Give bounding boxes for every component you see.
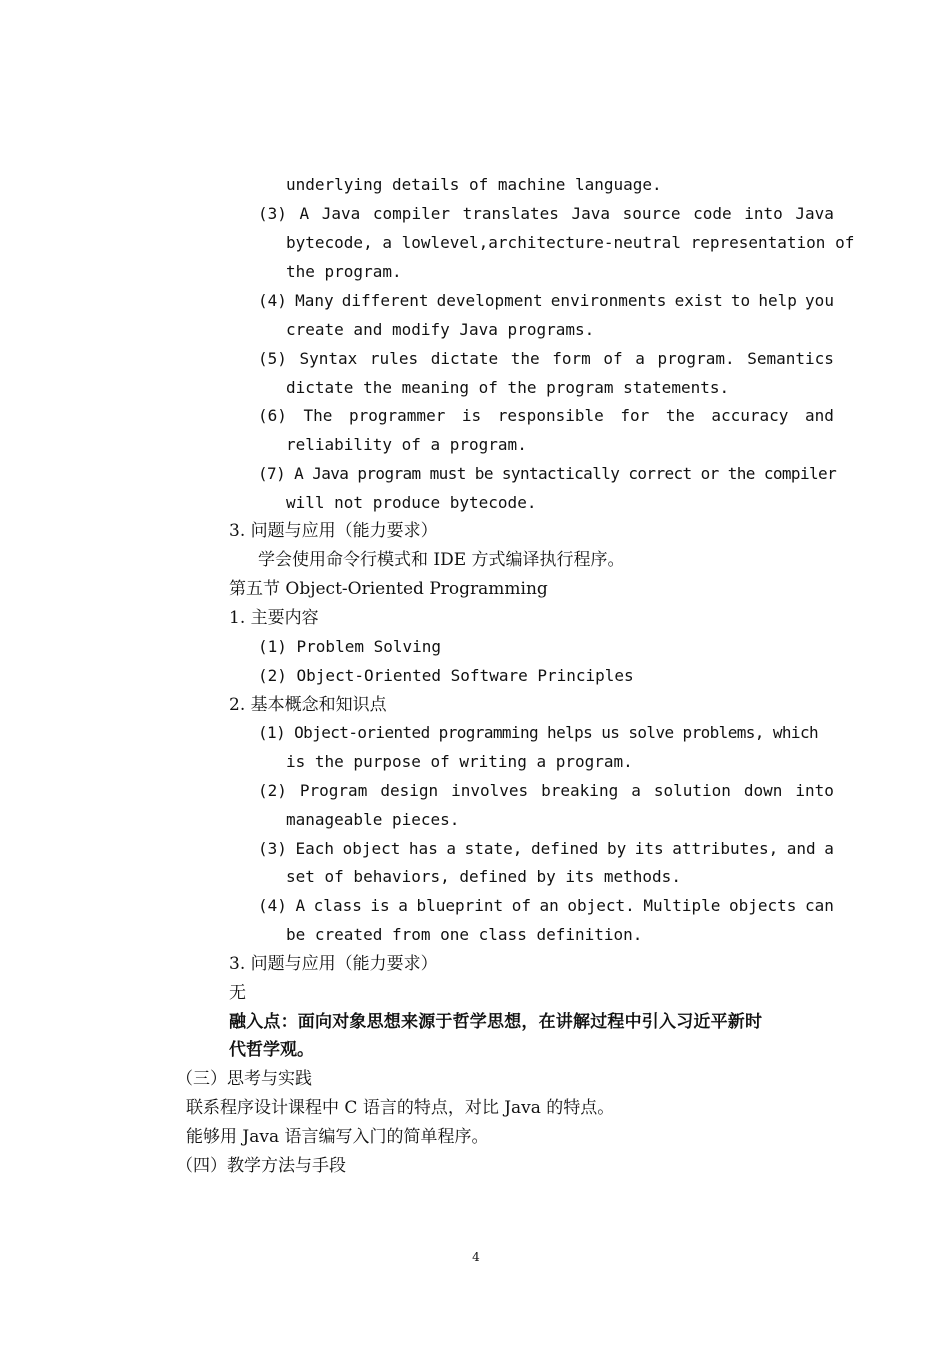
- word: attributes,: [672, 839, 779, 858]
- text-line: [258, 405, 834, 427]
- word: (3): [258, 839, 287, 858]
- word: translates: [462, 204, 559, 223]
- list-item: (2) Object-Oriented Software Principles: [258, 666, 634, 685]
- text-line: bytecode, a lowlevel,architecture-neutral representation of: [286, 233, 855, 252]
- emphasis-line: 融入点：面向对象思想来源于哲学思想，在讲解过程中引入习近平新时: [229, 1012, 763, 1032]
- section-heading: （三）思考与实践: [176, 1069, 312, 1089]
- word: exist: [674, 291, 723, 310]
- word: and: [786, 839, 816, 858]
- word: a: [398, 896, 408, 915]
- word: Multiple: [643, 896, 721, 915]
- word: a: [824, 839, 834, 858]
- word: different: [341, 291, 429, 310]
- text-line: set of behaviors, defined by its methods.: [286, 867, 681, 886]
- word: compiler: [372, 204, 450, 223]
- word: object: [342, 839, 401, 858]
- text-line: 无: [229, 983, 246, 1003]
- word: Each: [295, 839, 334, 858]
- page-number: 4: [472, 1250, 480, 1264]
- word: code: [693, 204, 732, 223]
- word: Syntax: [299, 349, 358, 368]
- word: source: [622, 204, 681, 223]
- text-line: will not produce bytecode.: [286, 493, 537, 512]
- word: objects: [728, 896, 797, 915]
- word: (5): [258, 349, 287, 368]
- word: a: [446, 839, 457, 858]
- word: Java: [321, 204, 361, 223]
- word: is: [370, 896, 390, 915]
- word: Java: [795, 204, 834, 223]
- text-line: reliability of a program.: [286, 435, 527, 454]
- word: and: [805, 406, 834, 425]
- section-heading: 1. 主要内容: [229, 608, 319, 628]
- text-line: is the purpose of writing a program.: [286, 752, 633, 771]
- word: is: [461, 406, 482, 425]
- text-line: (7) A Java program must be syntactically correct or the compiler: [258, 464, 837, 483]
- word: you: [805, 291, 834, 310]
- word: can: [804, 896, 834, 915]
- word: state,: [464, 839, 523, 858]
- section-heading: 第五节 Object-Oriented Programming: [229, 579, 548, 599]
- word: blueprint: [416, 896, 504, 915]
- word: program.: [657, 349, 735, 368]
- word: solution: [653, 781, 731, 800]
- text-line: create and modify Java programs.: [286, 320, 595, 339]
- word: to: [730, 291, 751, 310]
- word: (6): [258, 406, 287, 425]
- text-line: underlying details of machine language.: [286, 175, 662, 194]
- word: The: [303, 406, 333, 425]
- word: a: [635, 349, 645, 368]
- section-heading: 3. 问题与应用（能力要求）: [229, 954, 438, 974]
- word: down: [743, 781, 783, 800]
- text-line: 能够用 Java 语言编写入门的简单程序。: [186, 1127, 489, 1147]
- section-heading: 2. 基本概念和知识点: [229, 695, 387, 715]
- word: (4): [258, 896, 287, 915]
- word: the: [510, 349, 540, 368]
- word: Java: [571, 204, 611, 223]
- word: design: [380, 781, 439, 800]
- text-line: the program.: [286, 262, 402, 281]
- text-line: [258, 348, 834, 370]
- text-line: [258, 895, 834, 917]
- word: class: [313, 896, 362, 915]
- list-item: (1) Problem Solving: [258, 637, 442, 656]
- text-line: 联系程序设计课程中 C 语言的特点，对比 Java 的特点。: [186, 1098, 615, 1118]
- word: programmer: [349, 406, 446, 425]
- word: by: [606, 839, 627, 858]
- word: responsible: [497, 406, 604, 425]
- text-line: manageable pieces.: [286, 810, 460, 829]
- word: A: [295, 896, 306, 915]
- word: into: [744, 204, 783, 223]
- word: involves: [451, 781, 529, 800]
- text-line: [258, 290, 834, 312]
- word: rules: [369, 349, 419, 368]
- word: A: [299, 204, 310, 223]
- word: an: [539, 896, 559, 915]
- word: for: [620, 406, 650, 425]
- word: defined: [530, 839, 599, 858]
- word: (2): [258, 781, 287, 800]
- word: (3): [258, 204, 287, 223]
- text-line: [258, 203, 834, 225]
- text-line: [258, 780, 834, 802]
- word: form: [552, 349, 591, 368]
- word: help: [758, 291, 797, 310]
- text-line: 学会使用命令行模式和 IDE 方式编译执行程序。: [258, 550, 625, 570]
- word: development: [436, 291, 543, 310]
- word: accuracy: [711, 406, 789, 425]
- word: Semantics: [747, 349, 834, 368]
- text-line: be created from one class definition.: [286, 925, 643, 944]
- word: (4): [258, 291, 287, 310]
- emphasis-line: 代哲学观。: [229, 1040, 314, 1060]
- word: Program: [299, 781, 368, 800]
- section-heading: （四）教学方法与手段: [176, 1156, 346, 1176]
- word: into: [795, 781, 834, 800]
- text-line: (1) Object-oriented programming helps us solve problems, which: [258, 723, 819, 742]
- word: of: [511, 896, 531, 915]
- word: dictate: [430, 349, 499, 368]
- word: object.: [567, 896, 635, 915]
- word: breaking: [541, 781, 619, 800]
- word: the: [665, 406, 695, 425]
- word: Many: [295, 291, 334, 310]
- word: its: [634, 839, 664, 858]
- word: of: [603, 349, 623, 368]
- section-heading: 3. 问题与应用（能力要求）: [229, 521, 438, 541]
- text-line: dictate the meaning of the program statements.: [286, 378, 730, 397]
- word: environments: [550, 291, 667, 310]
- text-line: [258, 838, 834, 860]
- word: a: [631, 781, 641, 800]
- word: has: [408, 839, 438, 858]
